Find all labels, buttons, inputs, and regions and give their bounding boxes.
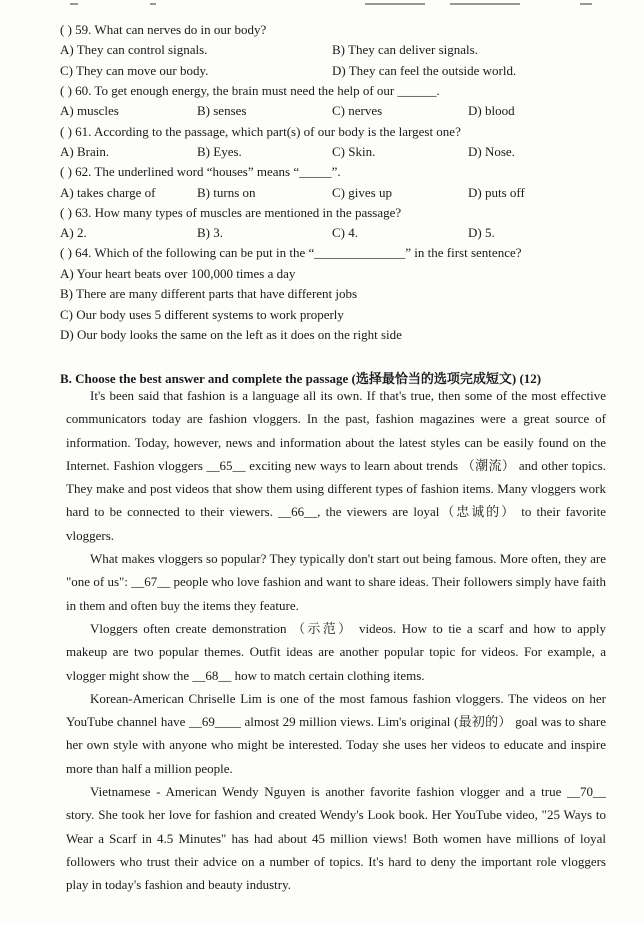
question-59-option-b: B) They can deliver signals. [332, 42, 478, 57]
question-61-options [60, 144, 620, 160]
question-62-option-b: B) turns on [197, 185, 256, 200]
question-59-option-d: D) They can feel the outside world. [332, 63, 517, 78]
question-63-option-c: C) 4. [332, 225, 358, 240]
question-64-option-b: B) There are many different parts that have different jobs [60, 286, 358, 301]
top-scan-marks [0, 0, 644, 12]
question-60-option-d: D) blood [468, 103, 515, 118]
question-59-option-c: C) They can move our body. [60, 63, 209, 78]
question-60-options [60, 103, 620, 119]
question-61-option-c: C) Skin. [332, 144, 376, 159]
question-64-option-d: D) Our body looks the same on the left as it does on the right side [60, 327, 402, 342]
question-64-option-c: C) Our body uses 5 different systems to work properly [60, 307, 344, 322]
passage-paragraph-3: Vloggers often create demonstration （示范） videos. How to tie a scarf and how to apply makeup are two popular themes. Outfit ideas are another popular topic for videos. For example, a vlogger might show the __68__ how to match certain clothing items. [66, 620, 606, 683]
question-63-option-b: B) 3. [197, 225, 223, 240]
passage-paragraph-2: What makes vloggers so popular? They typically don't start out being famous. More often, they are "one of us": __67__ people who love fashion and want to share ideas. Their followers simply have faith in them and often buy the items they feature. [66, 551, 606, 613]
passage [66, 384, 606, 897]
question-62-option-a: A) takes charge of [60, 185, 156, 200]
question-63-option-a: A) 2. [60, 225, 87, 240]
question-61-option-b: B) Eyes. [197, 144, 242, 159]
question-60-option-c: C) nerves [332, 103, 383, 118]
question-62-options [60, 185, 620, 201]
question-64-option-a: A) Your heart beats over 100,000 times a day [60, 266, 296, 281]
question-61-option-a: A) Brain. [60, 144, 110, 159]
question-64-stem: ( ) 64. Which of the following can be put in the “______________” in the first sentence? [60, 245, 522, 260]
question-63-stem: ( ) 63. How many types of muscles are mentioned in the passage? [60, 205, 402, 220]
question-59-option-a: A) They can control signals. [60, 42, 208, 57]
passage-paragraph-1: It's been said that fashion is a language all its own. If that's true, then some of the most effective communicators today are fashion vloggers. In the past, fashion magazines were a great source of information. Today, however, news and information about the latest styles can be easily found on the Internet. Fashion vloggers __65__ exciting new ways to learn about trends （潮流） and other topics. They make and post videos that show them using different types of fashion items. Many vloggers work hard to be connected to their viewers. __66__, the viewers are loyal（忠诚的） to their favorite vloggers. [66, 388, 606, 543]
question-60-option-b: B) senses [197, 103, 247, 118]
passage-paragraph-4: Korean-American Chriselle Lim is one of the most famous fashion vloggers. The videos on her YouTube channel have __69____ almost 29 million views. Lim's original (最初的） goal was to share her own style with anyone who might be interested. Today she uses her videos to educate and inspire more than half a million people. [66, 690, 606, 776]
question-61-option-d: D) Nose. [468, 144, 515, 159]
question-61-stem: ( ) 61. According to the passage, which part(s) of our body is the largest one? [60, 124, 461, 139]
passage-paragraph-5: Vietnamese - American Wendy Nguyen is another favorite fashion vlogger and a true __70__ story. She took her love for fashion and created Wendy's Look book. Her YouTube video, "25 Ways to Wear a Scarf in 4.5 Minutes" has had about 45 million views! Both women have millions of loyal followers who trust their advice on a number of topics. It's hard to deny the important role vloggers play in today's fashion and beauty industry. [66, 784, 606, 893]
section-b-heading: B. Choose the best answer and complete the passage (选择最恰当的选项完成短文) (12) [60, 371, 542, 386]
question-63-options [60, 225, 620, 241]
question-62-option-d: D) puts off [468, 185, 525, 200]
question-59-options-row2 [60, 63, 620, 79]
question-63-option-d: D) 5. [468, 225, 495, 240]
question-60-option-a: A) muscles [60, 103, 119, 118]
question-59-stem: ( ) 59. What can nerves do in our body? [60, 22, 267, 37]
question-62-stem: ( ) 62. The underlined word “houses” means “_____”. [60, 164, 341, 179]
question-60-stem: ( ) 60. To get enough energy, the brain must need the help of our ______. [60, 83, 440, 98]
question-59-options-row1 [60, 42, 620, 58]
question-62-option-c: C) gives up [332, 185, 392, 200]
